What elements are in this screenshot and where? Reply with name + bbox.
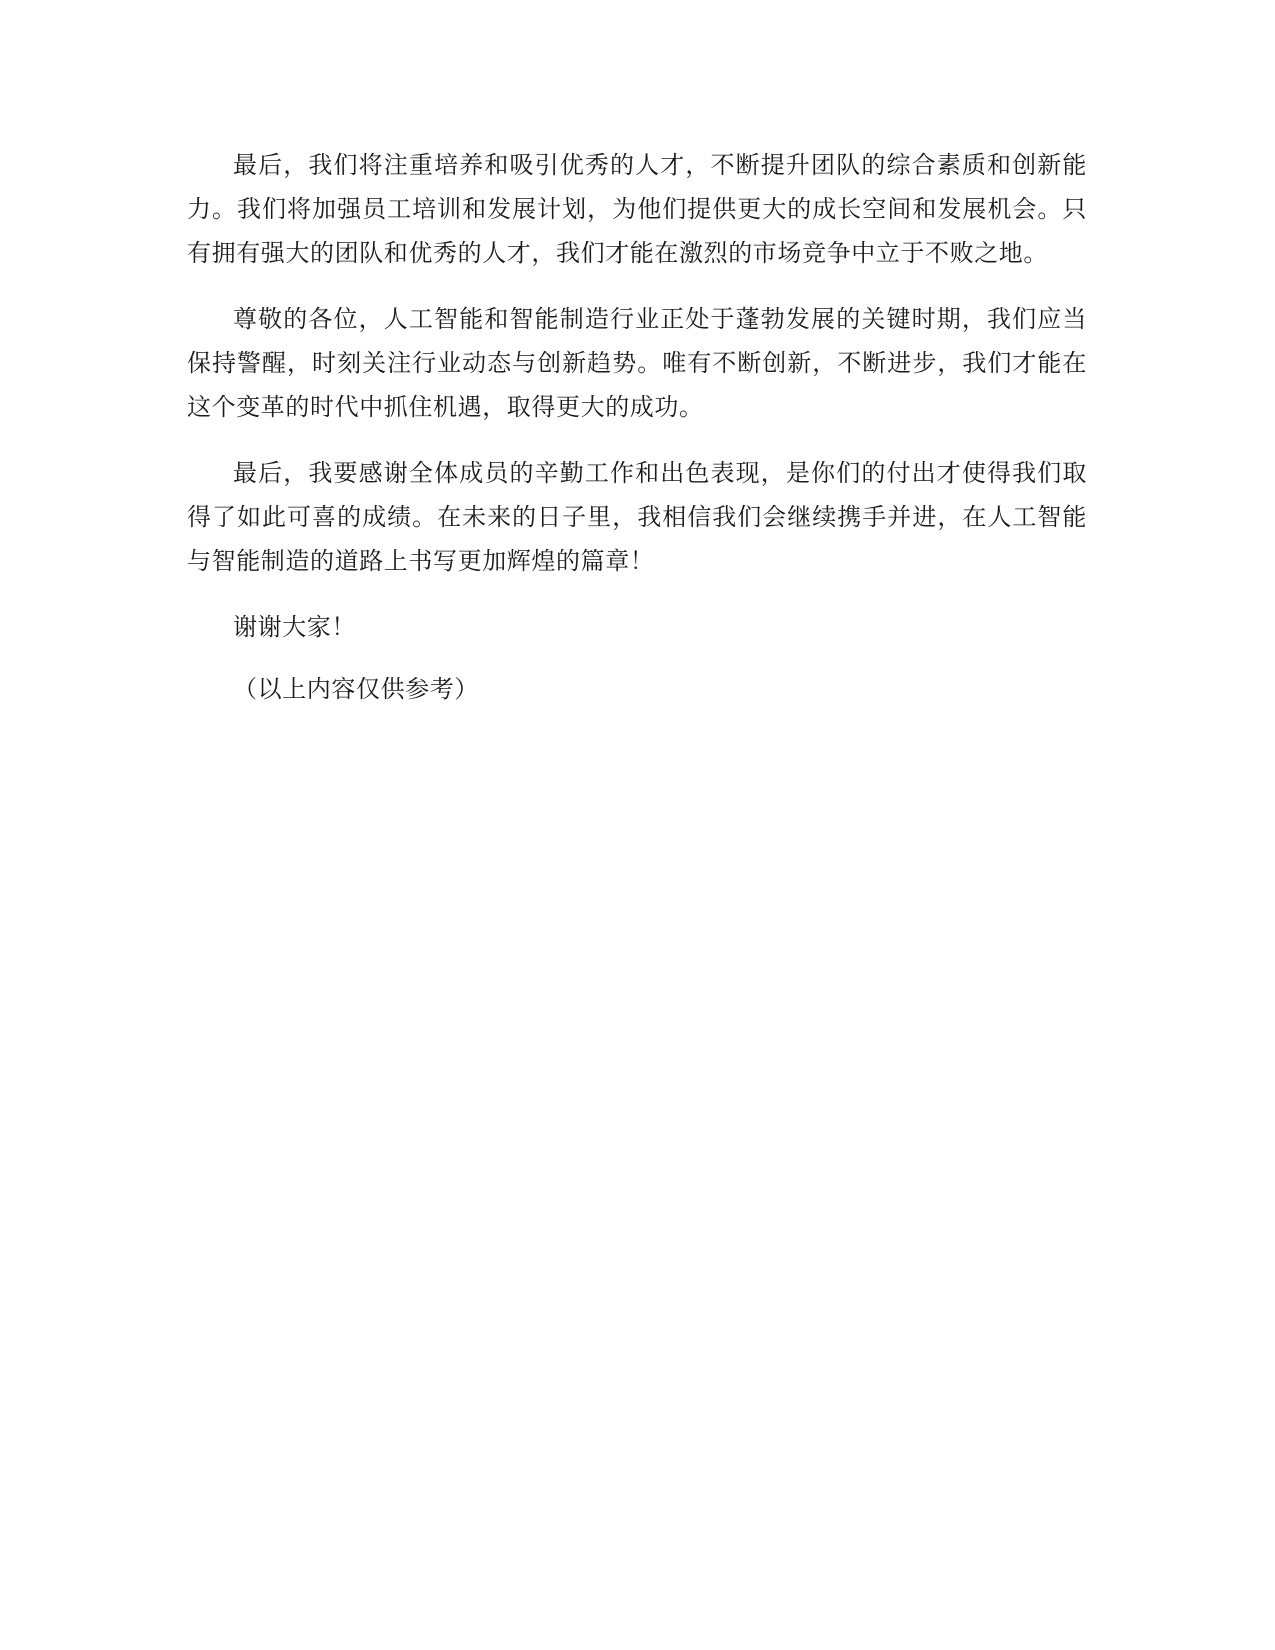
paragraph-disclaimer: （以上内容仅供参考） bbox=[233, 675, 479, 703]
paragraph-talent: 最后，我们将注重培养和吸引优秀的人才，不断提升团队的综合素质和创新能力。我们将加强员工培训和发展计划，为他们提供更大的成长空间和发展机会。只有拥有强大的团队和优秀的人才，我们才能在激烈的市场竞争中立于不败之地。 bbox=[187, 151, 1087, 267]
paragraph-closing: 谢谢大家！ bbox=[233, 613, 356, 641]
paragraph-thanks: 最后，我要感谢全体成员的辛勤工作和出色表现，是你们的付出才使得我们取得了如此可喜的成绩。在未来的日子里，我相信我们会继续携手并进，在人工智能与智能制造的道路上书写更加辉煌的篇章！ bbox=[187, 459, 1087, 575]
document-body bbox=[187, 143, 1087, 729]
paragraph-industry: 尊敬的各位，人工智能和智能制造行业正处于蓬勃发展的关键时期，我们应当保持警醒，时刻关注行业动态与创新趋势。唯有不断创新，不断进步，我们才能在这个变革的时代中抓住机遇，取得更大的成功。 bbox=[187, 305, 1087, 421]
